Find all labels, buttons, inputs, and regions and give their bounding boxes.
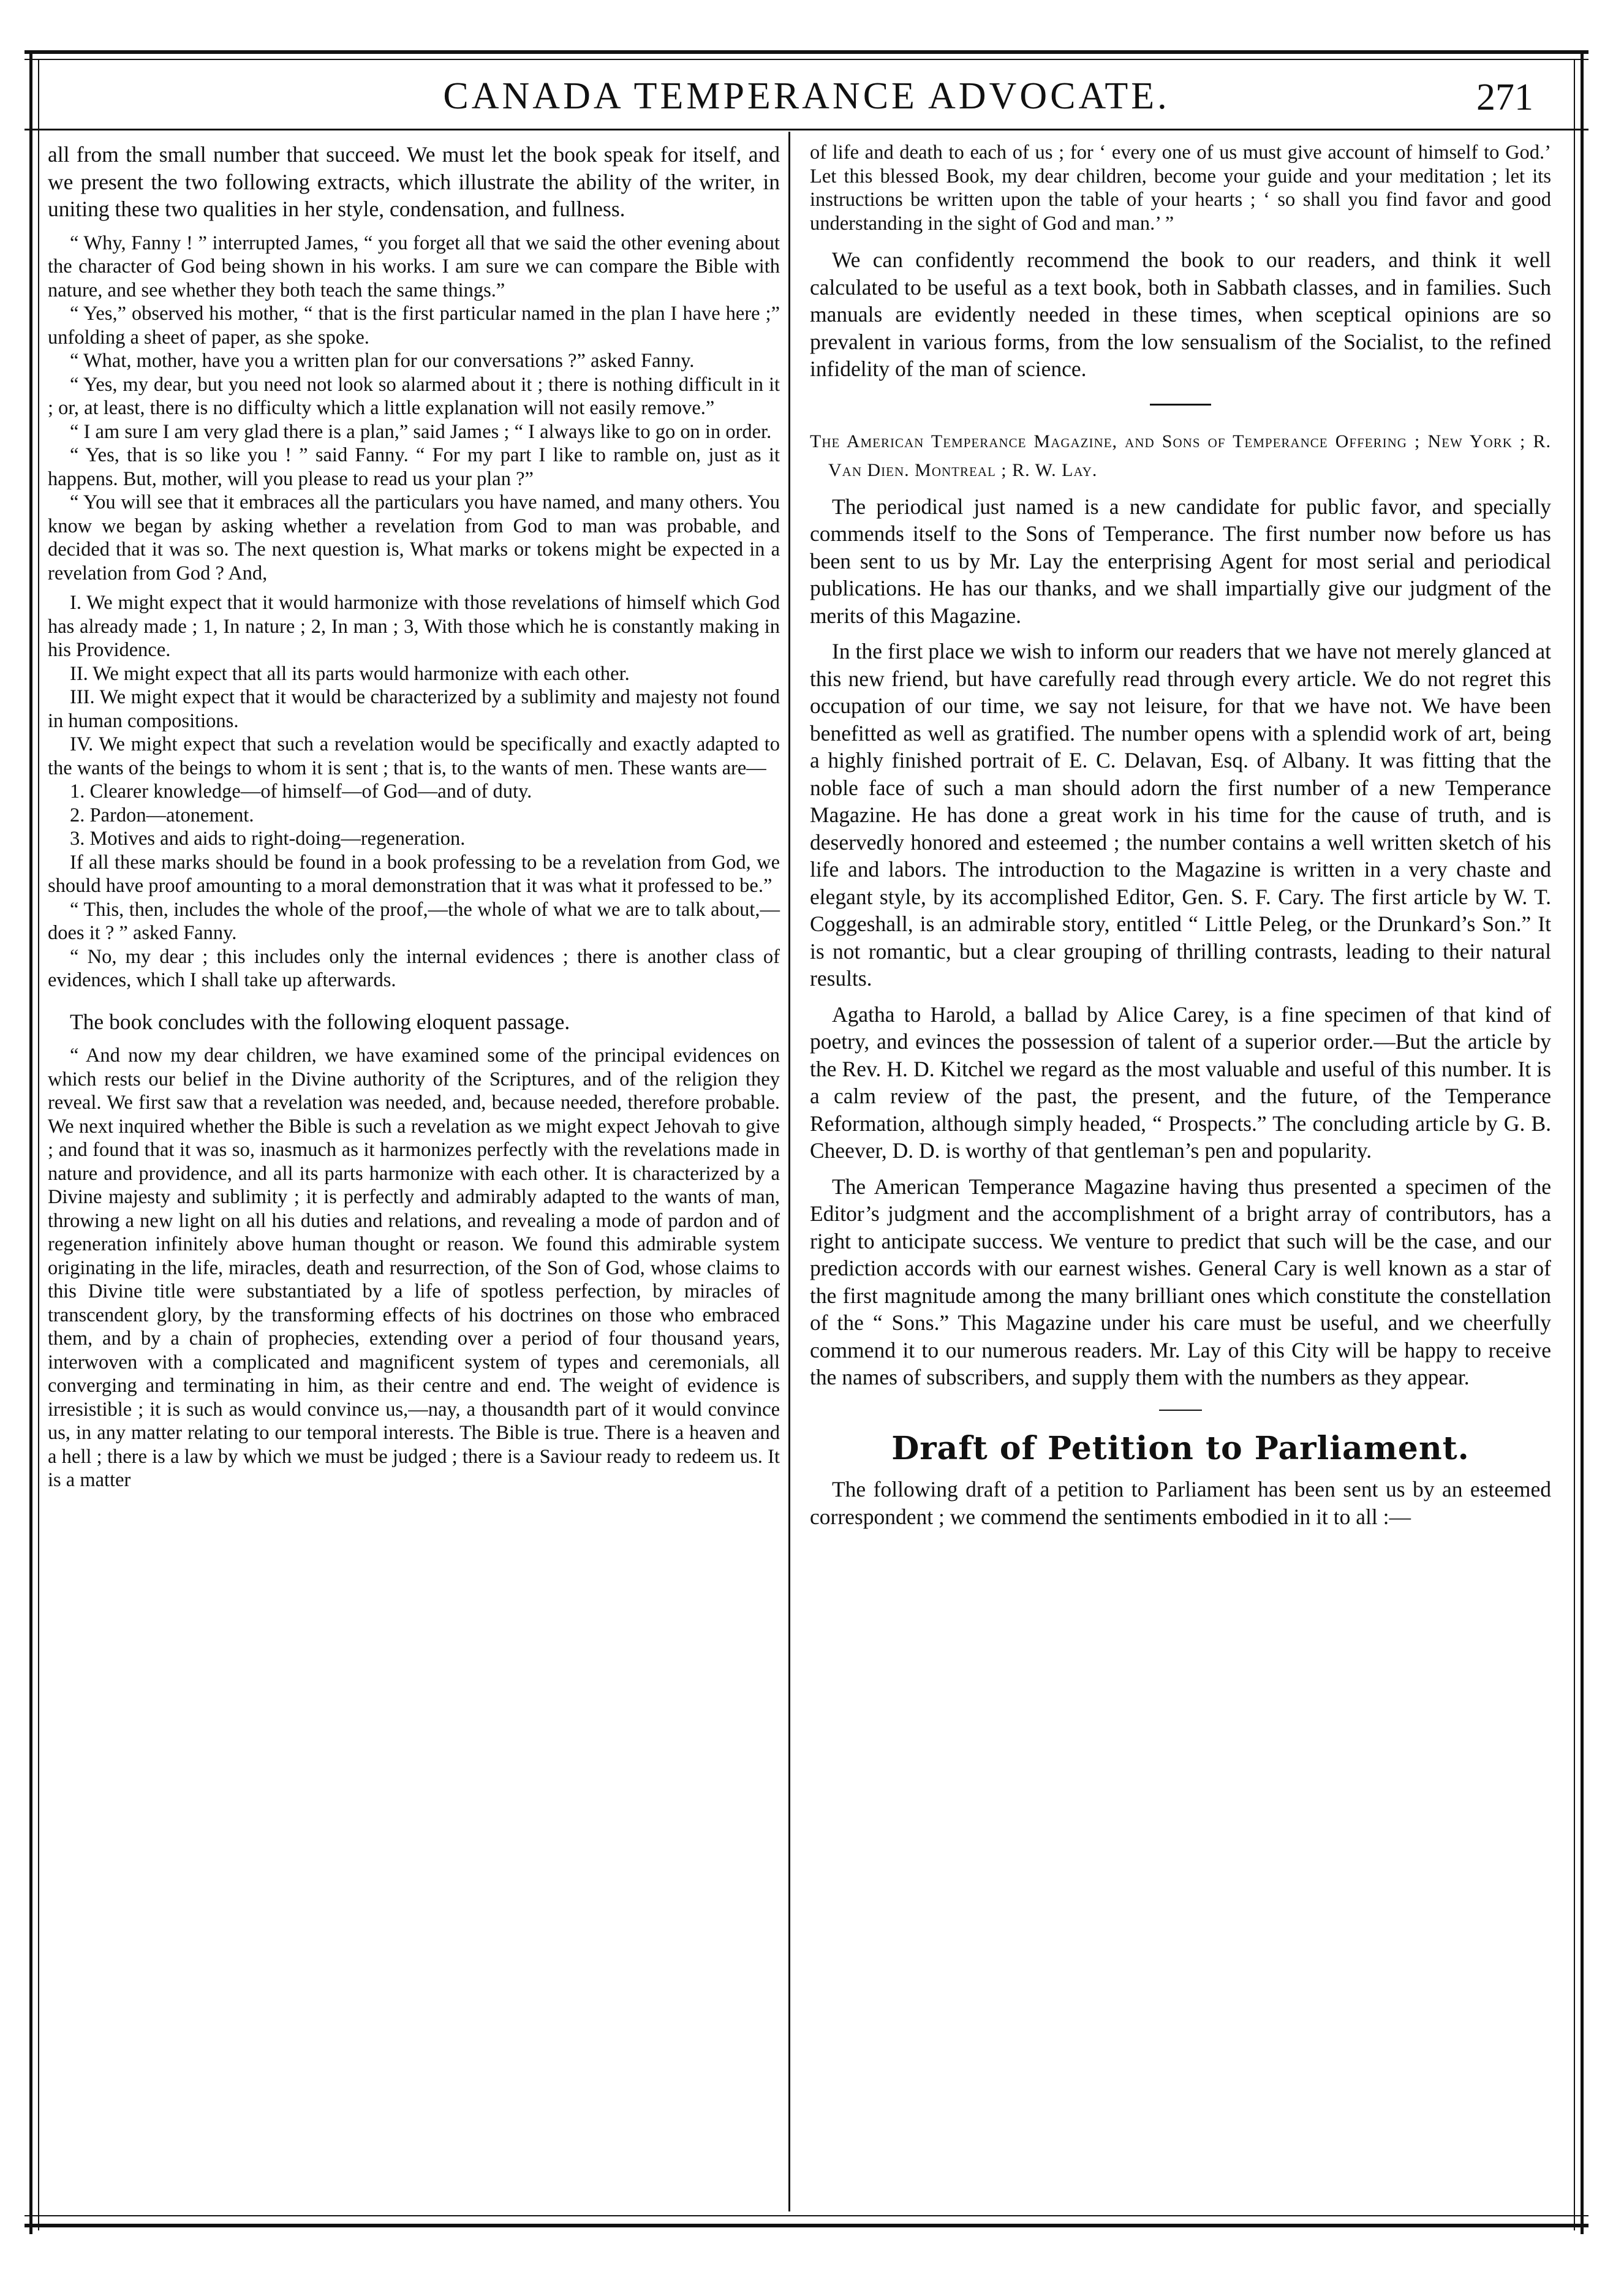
dialogue-line: “ You will see that it embraces all the particulars you have named, and many others. You know we began by asking whether a revelation from God to man was probable, and decided that it was so. The next question is, What marks or tokens might be expected in a revelation from God ? And, xyxy=(48,491,780,584)
right-border xyxy=(1581,50,1584,2234)
evidence-points xyxy=(48,591,780,992)
top-border-inner xyxy=(25,59,1588,60)
point-item: I. We might expect that it would harmonize with those revelations of himself which God has already made ; 1, In nature ; 2, In man ; 3, With those which he is constantly making in his Providence. xyxy=(48,592,780,661)
intro-paragraph: all from the small number that succeed. We must let the book speak for itself, and we present the two following extracts, which illustrate the ability of the writer, in uniting these two qualities in her style, condensation, and fullness. xyxy=(48,142,780,221)
review-paragraph: The periodical just named is a new candidate for public favor, and specially commends itself to the Sons of Temperance. The first number now before us has been sent to us by Mr. Lay the enterprising Agent for most serial and periodical publications. He has our thanks, and we shall impartially give our judgment of the merits of this Magazine. xyxy=(810,494,1551,628)
bottom-border xyxy=(25,2224,1588,2227)
header-rule xyxy=(25,129,1588,130)
right-border-inner xyxy=(1574,59,1575,2230)
section-separator xyxy=(1159,1410,1202,1411)
conclusion-intro: The book concludes with the following eloquent passage. xyxy=(70,1009,570,1034)
review-paragraph: The American Temperance Magazine having thus presented a specimen of the Editor’s judgment and the accomplishment of a bright array of contributors, has a right to anticipate success. We venture to predict that such will be the case, and our prediction accords with our earnest wishes. General Cary is well known as a star of the first magnitude among the many brilliant ones which constitute the constellation of the “ Sons.” This Magazine under his care must be useful, and we cheerfully commend it to our numerous readers. Mr. Lay of this City will be happy to receive the names of subscribers, and supply them with the numbers as they appear. xyxy=(810,1174,1551,1389)
point-item: “ This, then, includes the whole of the proof,—the whole of what we are to talk about,—does it ? ” asked Fanny. xyxy=(48,898,780,944)
conclusion-extract xyxy=(48,1044,780,1492)
continuation-extract xyxy=(810,141,1551,235)
point-item: IV. We might expect that such a revelation would be specifically and exactly adapted to the wants of the beings to whom it is sent ; that is, to the wants of men. These wants are— xyxy=(48,733,780,779)
journal-title: CANADA TEMPERANCE ADVOCATE. xyxy=(443,75,1170,117)
dialogue-line: “ Yes, that is so like you ! ” said Fanny. “ For my part I like to ramble on, just as it happens. But, mother, will you please to read us your plan ?” xyxy=(48,444,780,490)
point-item: If all these marks should be found in a book professing to be a revelation from God, we should have proof amounting to a moral demonstration that it was what it professed to be.” xyxy=(48,851,780,897)
magazine-heading: The American Temperance Magazine, and Sons of Temperance Offering ; New York ; R. Van Dien. Montreal ; R. W. Lay. xyxy=(810,431,1551,480)
point-item: III. We might expect that it would be characterized by a sublimity and majesty not found in human compositions. xyxy=(48,686,780,732)
dialogue-line: “ Yes,” observed his mother, “ that is the first particular named in the plan I have here ;” unfolding a sheet of paper, as she spoke. xyxy=(48,303,780,349)
review-paragraph: Agatha to Harold, a ballad by Alice Carey, is a fine specimen of that kind of poetry, and evinces the possession of talent of a superior order.—But the article by the Rev. H. D. Kitchel we regard as the most valuable and useful of this number. It is a calm review of the past, the present, and the future, of the Temperance Reformation, although simply headed, “ Prospects.” The concluding article by G. B. Cheever, D. D. is worthy of that gentleman’s pen and popularity. xyxy=(810,1002,1551,1163)
petition-heading: Draft of Petition to Parliament. xyxy=(891,1429,1470,1467)
conclusion-passage: “ And now my dear children, we have examined some of the principal evidences on which rests our belief in the Divine authority of the Scriptures, and of the religion they reveal. We first saw that a revelation was needed, and, because needed, therefore probable. We next inquired whether the Bible is such a revelation as we might expect Jehovah to give ; and found that it was so, inasmuch as it harmonizes perfectly with the revelations made in nature and providence, and all its parts harmonize with each other. It is characterized by a Divine majesty and sublimity ; it is perfectly and admirably adapted to the wants of man, throwing a new light on all his duties and relations, and revealing a mode of pardon and of regeneration infinitely above human thought or reason. We found this admirable system originating in the life, miracles, death and resurrection, of the Son of God, whose claims to this Divine title were substantiated by a life of spotless perfection, by miracles of transcendent glory, by the transforming effects of his doctrines on those who embraced them, and by a chain of prophecies, extending over a period of four thousand years, interwoven with a complicated and magnificent system of types and ceremonials, all converging and terminating in him, as their centre and end. The weight of evidence is irresistible ; it is such as would convince us,—nay, a thousandth part of it would convince us, in any matter relating to our temporal interests. The Bible is true. There is a heaven and a hell ; there is a law by which we must be judged ; there is a Saviour ready to redeem us. It is a matter xyxy=(48,1044,780,1491)
point-item: “ No, my dear ; this includes only the internal evidences ; there is another class of evidences, which I shall take up afterwards. xyxy=(48,945,780,991)
column-divider xyxy=(788,132,790,2211)
point-item: II. We might expect that all its parts would harmonize with each other. xyxy=(70,662,630,685)
top-border xyxy=(25,50,1588,54)
point-item: 3. Motives and aids to right-doing—regeneration. xyxy=(70,828,466,850)
left-border xyxy=(29,50,32,2234)
continuation-passage: of life and death to each of us ; for ‘ every one of us must give account of himself to God.’ Let this blessed Book, my dear children, become your guide and your meditation ; let its instructions be written upon the table of your hearts ; ‘ so shall you find favor and good understanding in the sight of God and man.’ ” xyxy=(810,142,1551,235)
dialogue-line: “ What, mother, have you a written plan for our conversations ?” asked Fanny. xyxy=(70,350,695,372)
masthead xyxy=(43,69,1570,124)
right-column xyxy=(810,141,1551,1539)
recommend-paragraph: We can confidently recommend the book to our readers, and think it well calculated to be useful as a text book, both in Sabbath classes, and in families. Such manuals are evidently needed in these times, when sceptical opinions are so prevalent in various forms, from the low sensualism of the Socialist, to the refined infidelity of the man of science. xyxy=(810,247,1551,381)
section-separator xyxy=(1150,404,1211,406)
extract-dialogue xyxy=(48,232,780,586)
bottom-border-inner xyxy=(25,2215,1588,2216)
page-number: 271 xyxy=(1476,77,1533,118)
left-column xyxy=(48,141,780,1492)
review-paragraph: In the first place we wish to inform our readers that we have not merely glanced at this new friend, but have carefully read through every article. We do not regret this occupation of our time, we say not leisure, for that we have not. We have been benefitted as well as gratified. The number opens with a splendid work of art, being a highly finished portrait of E. C. Delavan, Esq. of Albany. It was fitting that the noble face of such a man should adorn the first number of a new Temperance Magazine. He has done a great work in his time for the cause of truth, and is deservedly honored and esteemed ; the number contains a well written sketch of his life and labors. The introduction to the Magazine is written in a very chaste and elegant style, by its accomplished Editor, Gen. S. F. Cary. The first article by W. T. Coggeshall, is an admirable story, entitled “ Little Peleg, or the Drunkard’s Son.” It is not romantic, but a clear grouping of thrilling contrasts, leading to their natural results. xyxy=(810,639,1551,991)
dialogue-line: “ I am sure I am very glad there is a plan,” said James ; “ I always like to go on in order. xyxy=(70,420,772,443)
point-item: 2. Pardon—atonement. xyxy=(70,804,254,826)
dialogue-line: “ Yes, my dear, but you need not look so alarmed about it ; there is nothing difficult in it ; or, at least, there is no difficulty which a little explanation will not easily remove.” xyxy=(48,373,780,419)
left-border-inner xyxy=(38,59,39,2230)
dialogue-line: “ Why, Fanny ! ” interrupted James, “ you forget all that we said the other evening about the character of God being shown in his works. I am sure we can compare the Bible with nature, and see whether they both teach the same things.” xyxy=(48,232,780,301)
petition-intro: The following draft of a petition to Parliament has been sent us by an esteemed correspondent ; we commend the sentiments embodied in it to all :— xyxy=(810,1477,1551,1529)
point-item: 1. Clearer knowledge—of himself—of God—and of duty. xyxy=(70,780,532,802)
